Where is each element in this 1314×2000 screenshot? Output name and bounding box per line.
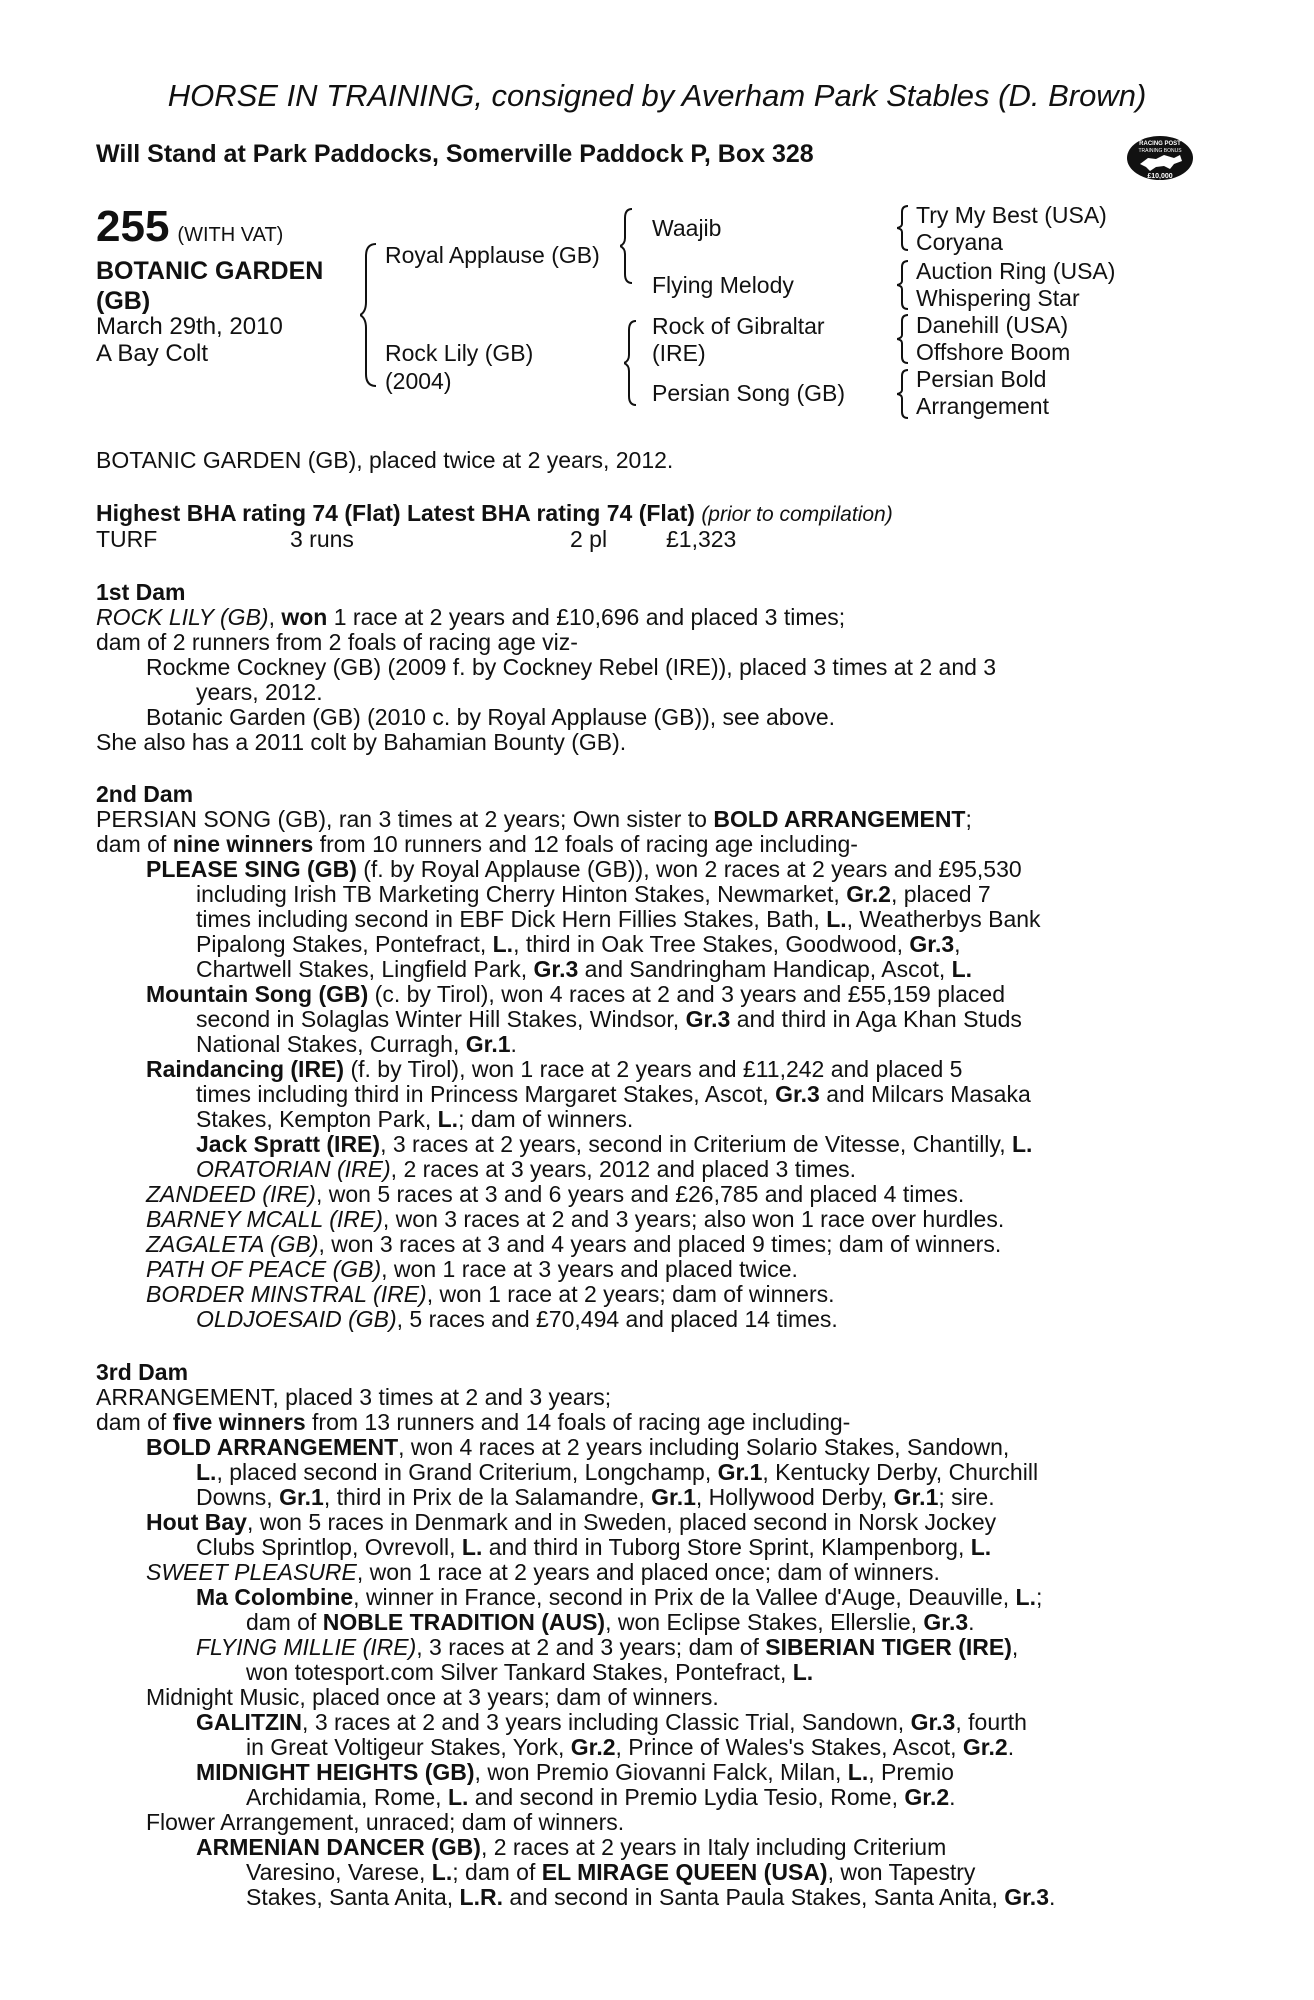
third-dam-line: BOLD ARRANGEMENT, won 4 races at 2 years including Solario Stakes, Sandown, [146,1434,1010,1460]
bha-rating-text: Highest BHA rating 74 (Flat) Latest BHA rating 74 (Flat) [96,500,695,526]
pedigree-brace-ds [897,313,911,365]
second-dam-line: Jack Spratt (IRE), 3 races at 2 years, second in Criterium de Vitesse, Chantilly, L. [196,1131,1033,1157]
third-dam-line: GALITZIN, 3 races at 2 and 3 years including Classic Trial, Sandown, Gr.3, fourth [196,1709,1027,1735]
first-dam-line: dam of 2 runners from 2 foals of racing age viz- [96,629,578,655]
pedigree-sire: Royal Applause (GB) [385,242,600,268]
third-dam-line: Stakes, Santa Anita, L.R. and second in Santa Paula Stakes, Santa Anita, Gr.3. [246,1884,1056,1910]
third-dam-line: Flower Arrangement, unraced; dam of winners. [146,1809,625,1835]
third-dam-line: ARRANGEMENT, placed 3 times at 2 and 3 years; [96,1384,612,1410]
second-dam-line: BARNEY MCALL (IRE), won 3 races at 2 and 3 years; also won 1 race over hurdles. [146,1206,1005,1232]
horse-description: A Bay Colt [96,340,209,367]
second-dam-line: times including third in Princess Margaret Stakes, Ascot, Gr.3 and Milcars Masaka [196,1081,1031,1107]
first-dam-line: ROCK LILY (GB), won 1 race at 2 years and £10,696 and placed 3 times; [96,604,846,630]
third-dam-line: Clubs Sprintlop, Ovrevoll, L. and third in Tuborg Store Sprint, Klampenborg, L. [196,1534,992,1560]
third-dam-line: Midnight Music, placed once at 3 years; dam of winners. [146,1684,719,1710]
turf-surface: TURF [96,526,158,552]
third-dam-heading: 3rd Dam [96,1359,189,1385]
lot-vat: (WITH VAT) [177,224,284,246]
pedigree-dam-sire-country: (IRE) [652,340,706,366]
stand-location: Will Stand at Park Paddocks, Somerville Paddock P, Box 328 [96,140,814,168]
first-dam-line: Botanic Garden (GB) (2010 c. by Royal Applause (GB)), see above. [146,704,836,730]
second-dam-line: ZAGALETA (GB), won 3 races at 3 and 4 years and placed 9 times; dam of winners. [146,1231,1002,1257]
second-dam-line: second in Solaglas Winter Hill Stakes, Windsor, Gr.3 and third in Aga Khan Studs [196,1006,1022,1032]
pedigree-sire-dam: Flying Melody [652,272,794,298]
pedigree-ddd: Arrangement [916,393,1049,419]
second-dam-line: PERSIAN SONG (GB), ran 3 times at 2 years; Own sister to BOLD ARRANGEMENT; [96,806,972,832]
turf-placed: 2 pl [570,526,608,552]
first-dam-line: She also has a 2011 colt by Bahamian Bounty (GB). [96,729,627,755]
first-dam-line: years, 2012. [196,679,323,705]
pedigree-brace-dd [897,368,911,420]
second-dam-line: Pipalong Stakes, Pontefract, L., third in Oak Tree Stakes, Goodwood, Gr.3, [196,931,961,957]
second-dam-line: Stakes, Kempton Park, L.; dam of winners. [196,1106,634,1132]
racing-post-bonus-badge [1126,128,1194,186]
third-dam-line: Archidamia, Rome, L. and second in Premio Lydia Tesio, Rome, Gr.2. [246,1784,956,1810]
third-dam-line: L., placed second in Grand Criterium, Longchamp, Gr.1, Kentucky Derby, Churchill [196,1459,1039,1485]
pedigree-ssd: Coryana [916,229,1003,255]
turf-runs: 3 runs [290,526,354,552]
second-dam-line: OLDJOESAID (GB), 5 races and £70,494 and placed 14 times. [196,1306,838,1332]
second-dam-heading: 2nd Dam [96,781,194,807]
first-dam-heading: 1st Dam [96,579,186,605]
second-dam-line: National Stakes, Curragh, Gr.1. [196,1031,517,1057]
pedigree-brace-sd [897,259,911,311]
pedigree-brace-ss [897,204,911,252]
pedigree-dam-sire: Rock of Gibraltar [652,313,825,339]
pedigree-dam-year: (2004) [385,368,452,394]
third-dam-line: Varesino, Varese, L.; dam of EL MIRAGE QUEEN (USA), won Tapestry [246,1859,976,1885]
third-dam-line: ARMENIAN DANCER (GB), 2 races at 2 years in Italy including Criterium [196,1834,947,1860]
pedigree-dam: Rock Lily (GB) [385,340,534,366]
second-dam-line: PATH OF PEACE (GB), won 1 race at 3 years and placed twice. [146,1256,798,1282]
third-dam-line: Ma Colombine, winner in France, second in Prix de la Vallee d'Auge, Deauville, L.; [196,1584,1043,1610]
third-dam-line: SWEET PLEASURE, won 1 race at 2 years and placed once; dam of winners. [146,1559,940,1585]
horse-name: BOTANIC GARDEN (GB) [96,257,324,315]
bha-rating-note: (prior to compilation) [701,503,893,526]
pedigree-sss: Try My Best (USA) [916,202,1107,228]
pedigree-dam-dam: Persian Song (GB) [652,380,846,406]
second-dam-line: Raindancing (IRE) (f. by Tirol), won 1 race at 2 years and £11,242 and placed 5 [146,1056,963,1082]
turf-earnings: £1,323 [666,526,737,552]
second-dam-line: ORATORIAN (IRE), 2 races at 3 years, 2012 and placed 3 times. [196,1156,857,1182]
lot-header [96,202,283,252]
second-dam-line: including Irish TB Marketing Cherry Hinton Stakes, Newmarket, Gr.2, placed 7 [196,881,991,907]
third-dam-line: MIDNIGHT HEIGHTS (GB), won Premio Giovanni Falck, Milan, L., Premio [196,1759,954,1785]
horse-dob: March 29th, 2010 [96,313,283,340]
pedigree-dsd: Offshore Boom [916,339,1071,365]
second-dam-line: ZANDEED (IRE), won 5 races at 3 and 6 years and £26,785 and placed 4 times. [146,1181,965,1207]
third-dam-line: dam of NOBLE TRADITION (AUS), won Eclipse Stakes, Ellerslie, Gr.3. [246,1609,975,1635]
pedigree-sdd: Whispering Star [916,285,1080,311]
third-dam-line: Downs, Gr.1, third in Prix de la Salamandre, Gr.1, Hollywood Derby, Gr.1; sire. [196,1484,995,1510]
second-dam-line: BORDER MINSTRAL (IRE), won 1 race at 2 years; dam of winners. [146,1281,835,1307]
third-dam-line: won totesport.com Silver Tankard Stakes, Pontefract, L. [246,1659,814,1685]
pedigree-brace-main [360,240,380,390]
page-title: HORSE IN TRAINING, consigned by Averham Park Stables (D. Brown) [167,78,1147,113]
bha-rating [96,500,893,527]
badge-mid-text: TRAINING BONUS [1138,148,1182,154]
second-dam-line: dam of nine winners from 10 runners and 12 foals of racing age including- [96,831,858,857]
pedigree-brace-dam [624,318,640,408]
second-dam-line: Chartwell Stakes, Lingfield Park, Gr.3 and Sandringham Handicap, Ascot, L. [196,956,973,982]
third-dam-line: dam of five winners from 13 runners and 14 foals of racing age including- [96,1409,851,1435]
second-dam-line: Mountain Song (GB) (c. by Tirol), won 4 races at 2 and 3 years and £55,159 placed [146,981,1005,1007]
second-dam-line: PLEASE SING (GB) (f. by Royal Applause (GB)), won 2 races at 2 years and £95,530 [146,856,1022,882]
third-dam-line: in Great Voltigeur Stakes, York, Gr.2, Prince of Wales's Stakes, Ascot, Gr.2. [246,1734,1015,1760]
pedigree-sire-sire: Waajib [652,215,722,241]
performance-summary: BOTANIC GARDEN (GB), placed twice at 2 years, 2012. [96,447,674,473]
badge-amount-text: £10,000 [1147,173,1173,180]
second-dam-line: times including second in EBF Dick Hern Fillies Stakes, Bath, L., Weatherbys Bank [196,906,1041,932]
third-dam-line: Hout Bay, won 5 races in Denmark and in Sweden, placed second in Norsk Jockey [146,1509,997,1535]
pedigree-dds: Persian Bold [916,366,1047,392]
lot-number: 255 [96,202,170,251]
pedigree-brace-sire [620,206,636,286]
pedigree-sds: Auction Ring (USA) [916,258,1116,284]
third-dam-line: FLYING MILLIE (IRE), 3 races at 2 and 3 years; dam of SIBERIAN TIGER (IRE), [196,1634,1019,1660]
badge-top-text: RACING POST [1139,141,1181,147]
pedigree-dss: Danehill (USA) [916,312,1069,338]
first-dam-line: Rockme Cockney (GB) (2009 f. by Cockney Rebel (IRE)), placed 3 times at 2 and 3 [146,654,997,680]
